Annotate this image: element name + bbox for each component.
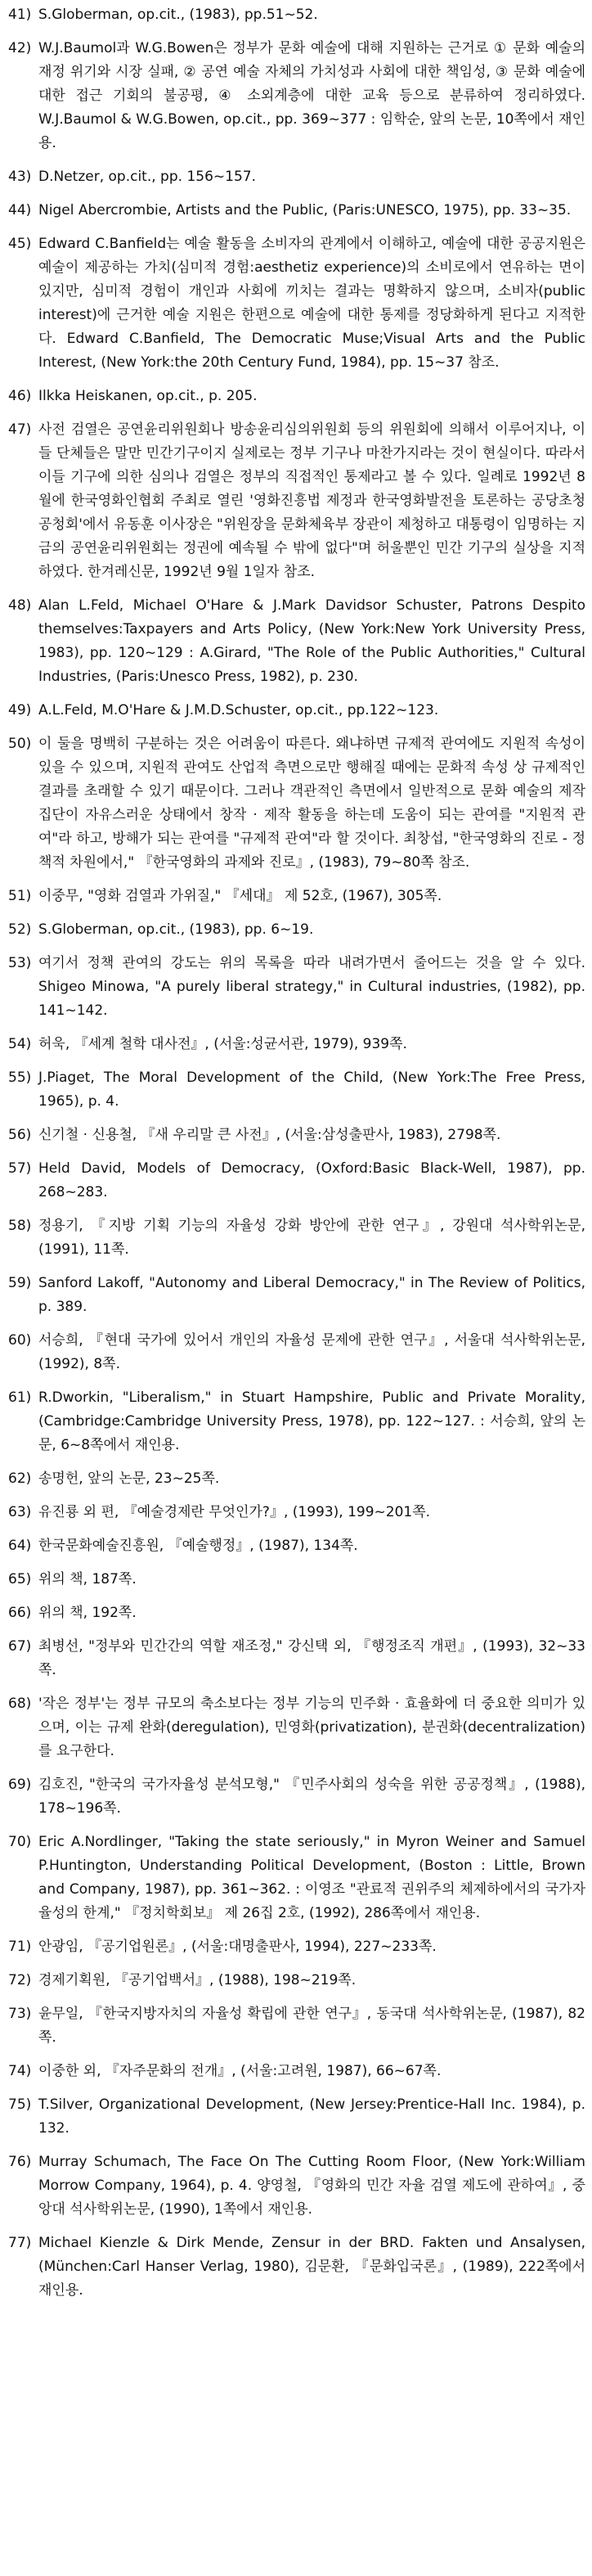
footnote-number: 70) <box>8 1834 32 1850</box>
footnote-number: 50) <box>8 736 32 752</box>
footnote-text: Nigel Abercrombie, Artists and the Public, (Paris:UNESCO, 1975), pp. 33~35. <box>38 202 572 218</box>
footnote-item <box>8 918 585 942</box>
footnote-text: S.Globerman, op.cit., (1983), pp.51~52. <box>38 7 318 23</box>
footnote-number: 41) <box>8 7 32 23</box>
footnote-item <box>8 1601 585 1625</box>
footnote-number: 65) <box>8 1571 32 1587</box>
footnote-number: 43) <box>8 169 32 185</box>
footnote-number: 71) <box>8 1939 32 1955</box>
footnote-item <box>8 1033 585 1056</box>
footnote-item <box>8 1329 585 1376</box>
footnote-text: 사전 검열은 공연윤리위원회나 방송윤리심의위원회 등의 위원회에 의해서 이루어지나, 이들 단체들은 말만 민간기구이지 실제로는 정부 기구나 마찬가지라는 것이 현실이다. 따라서 이들 기구에 의한 심의나 검열은 정부의 직접적인 통제라고 볼 수 있다. 일례로 1992년 8월에 한국영화인협회 주최로 열린 '영화진흥법 제정과 한국영화발전을 토론하는 공당초청 공청회'에서 유동훈 이사장은 "위원장을 문화체육부 장관이 제청하고 대통령이 임명하는 지금의 공연윤리위원회는 정권에 예속될 수 밖에 없다"며 허울뿐인 민간 기구의 실상을 지적하였다. 한겨레신문, 1992년 9월 1일자 참조. <box>38 421 585 580</box>
footnote-number: 49) <box>8 702 32 718</box>
footnote-text: 정용기, 『지방 기획 기능의 자율성 강화 방안에 관한 연구』, 강원대 석사학위논문, (1991), 11쪽. <box>38 1218 585 1258</box>
footnote-text: 경제기획원, 『공기업백서』, (1988), 198~219쪽. <box>38 1972 357 1988</box>
footnote-text: 송명헌, 앞의 논문, 23~25쪽. <box>38 1470 220 1487</box>
footnote-number: 54) <box>8 1036 32 1052</box>
footnote-item <box>8 1467 585 1491</box>
footnote-number: 75) <box>8 2096 32 2113</box>
footnote-item <box>8 885 585 908</box>
footnote-item <box>8 594 585 689</box>
footnote-number: 55) <box>8 1070 32 1086</box>
footnote-number: 76) <box>8 2154 32 2170</box>
footnote-text: 윤무일, 『한국지방자치의 자율성 확립에 관한 연구』, 동국대 석사학위논문, (1987), 82쪽. <box>38 2006 585 2046</box>
footnote-number: 77) <box>8 2235 32 2251</box>
footnote-text: Murray Schumach, The Face On The Cutting Room Floor, (New York:William Morrow Company, 1964), p. 4. 양영철, 『영화의 민간 자율 검열 제도에 관하여』, 중앙대 석사학위논문, (1990), 1쪽에서 재인용. <box>38 2154 585 2218</box>
footnote-item <box>8 732 585 875</box>
footnote-item <box>8 1635 585 1682</box>
footnote-text: 허욱, 『세계 철학 대사전』, (서울:성균서관, 1979), 939쪽. <box>38 1036 407 1052</box>
footnote-number: 42) <box>8 40 32 56</box>
footnote-text: Ilkka Heiskanen, op.cit., p. 205. <box>38 388 258 404</box>
footnote-text: Edward C.Banfield는 예술 활동을 소비자의 관계에서 이해하고, 예술에 대한 공공지원은 예술이 제공하는 가치(심미적 경험:aesthetiz experience)의 소비로에서 연유하는 면이 있지만, 심미적 경험이 개인과 사회에 끼치는 결과는 명확하지 않으며, 소비자(public interest)에 근거한 예술 지원은 한편으로 예술에 대한 통제를 정당화하게 된다고 지적한다. Edward C.Banfield, The Democratic Muse;Visual Arts and the Public Interest, (New York:the 20th Century Fund, 1984), pp. 15~37 참조. <box>38 236 585 371</box>
footnote-item <box>8 232 585 375</box>
footnote-item <box>8 1272 585 1319</box>
footnote-number: 61) <box>8 1389 32 1406</box>
footnote-item <box>8 199 585 223</box>
footnote-item <box>8 165 585 189</box>
footnote-text: 여기서 정책 관여의 강도는 위의 목록을 따라 내려가면서 줄어드는 것을 알 수 있다. Shigeo Minowa, "A purely liberal strategy," in Cultural industries, (1982), pp. 141~142. <box>38 955 585 1019</box>
footnote-item <box>8 1935 585 1959</box>
footnote-text: 이 둘을 명백히 구분하는 것은 어려움이 따른다. 왜냐하면 규제적 관여에도 지원적 속성이 있을 수 있으며, 지원적 관여도 산업적 측면으로만 행해질 때에는 문화적 속성 상 규제적인 결과를 초래할 수 있기 때문이다. 그러나 객관적인 측면에서 일반적으로 문화 예술의 제작 집단이 자유스러운 상태에서 창작 · 제작 활동을 하는데 도움이 되는 관여를 "지원적 관여"라 하고, 방해가 되는 관여를 "규제적 관여"라 할 것이다. 최창섭, "한국영화의 진로 - 정책적 차원에서," 『한국영화의 과제와 진로』, (1983), 79~80쪽 참조. <box>38 736 585 871</box>
footnote-text: 서승희, 『현대 국가에 있어서 개인의 자율성 문제에 관한 연구』, 서울대 석사학위논문, (1992), 8쪽. <box>38 1332 585 1372</box>
footnote-number: 47) <box>8 421 32 438</box>
footnote-number: 69) <box>8 1777 32 1793</box>
footnote-item <box>8 952 585 1023</box>
footnote-text: J.Piaget, The Moral Development of the Child, (New York:The Free Press, 1965), p. 4. <box>38 1070 585 1110</box>
footnote-number: 48) <box>8 597 32 614</box>
footnote-item <box>8 1534 585 1558</box>
footnote-item <box>8 1773 585 1821</box>
footnote-text: 최병선, "정부와 민간간의 역할 재조정," 강신택 외, 『행정조직 개편』, (1993), 32~33쪽. <box>38 1638 585 1678</box>
footnote-item <box>8 1214 585 1262</box>
footnote-number: 46) <box>8 388 32 404</box>
footnote-number: 52) <box>8 921 32 938</box>
footnote-item <box>8 699 585 723</box>
footnote-item <box>8 2231 585 2303</box>
footnote-number: 62) <box>8 1470 32 1487</box>
footnote-item <box>8 2002 585 2050</box>
footnote-number: 51) <box>8 888 32 904</box>
footnote-number: 60) <box>8 1332 32 1349</box>
footnote-text: Sanford Lakoff, "Autonomy and Liberal Democracy," in The Review of Politics, p. 389. <box>38 1275 585 1315</box>
footnote-item <box>8 2093 585 2141</box>
footnote-text: D.Netzer, op.cit., pp. 156~157. <box>38 169 256 185</box>
footnote-item <box>8 2060 585 2083</box>
footnote-item <box>8 385 585 408</box>
footnote-number: 66) <box>8 1605 32 1621</box>
footnote-text: 한국문화예술진흥원, 『예술행정』, (1987), 134쪽. <box>38 1538 358 1554</box>
footnote-text: 이중한 외, 『자주문화의 전개』, (서울:고려원, 1987), 66~67쪽. <box>38 2063 442 2079</box>
footnote-number: 73) <box>8 2006 32 2022</box>
footnote-item <box>8 418 585 584</box>
footnote-item <box>8 2150 585 2222</box>
footnote-item <box>8 3 585 27</box>
footnote-text: A.L.Feld, M.O'Hare & J.M.D.Schuster, op.cit., pp.122~123. <box>38 702 439 718</box>
footnote-text: 김호진, "한국의 국가자율성 분석모형," 『민주사회의 성숙을 위한 공공정책』, (1988), 178~196쪽. <box>38 1777 585 1817</box>
footnote-text: R.Dworkin, "Liberalism," in Stuart Hampshire, Public and Private Morality, (Cambridge:Cambridge University Press, 1978), pp. 122~127. : 서승희, 앞의 논문, 6~8쪽에서 재인용. <box>38 1389 585 1453</box>
footnote-number: 67) <box>8 1638 32 1655</box>
footnote-list <box>8 3 585 2303</box>
footnote-text: 신기철 · 신용철, 『새 우리말 큰 사전』, (서울:삼성출판사, 1983), 2798쪽. <box>38 1127 501 1143</box>
footnote-item <box>8 1692 585 1763</box>
footnote-text: W.J.Baumol과 W.G.Bowen은 정부가 문화 예술에 대해 지원하는 근거로 ① 문화 예술의 재정 위기와 시장 실패, ② 공연 예술 자체의 가치성과 사회에 대한 책임성, ③ 문화 예술에 대한 접근 기회의 불공평, ④ 소외계층에 대한 교육 등으로 분류하여 정리하였다. W.J.Baumol & W.G.Bowen, op.cit., pp. 369~377 : 임학순, 앞의 논문, 10쪽에서 재인용. <box>38 40 585 151</box>
footnote-text: Michael Kienzle & Dirk Mende, Zensur in der BRD. Fakten und Ansalysen, (München:Carl Hanser Verlag, 1980), 김문환, 『문화입국론』, (1989), 222쪽에서 재인용. <box>38 2235 585 2299</box>
footnote-item <box>8 1066 585 1114</box>
footnote-number: 57) <box>8 1160 32 1177</box>
footnote-item <box>8 37 585 155</box>
footnote-item <box>8 1568 585 1592</box>
footnote-text: 이중무, "영화 검열과 가위질," 『세대』 제 52호, (1967), 305쪽. <box>38 888 442 904</box>
footnote-item <box>8 1124 585 1147</box>
footnote-text: S.Globerman, op.cit., (1983), pp. 6~19. <box>38 921 314 938</box>
footnote-number: 45) <box>8 236 32 252</box>
footnote-item <box>8 1831 585 1925</box>
footnote-text: 위의 책, 187쪽. <box>38 1571 137 1587</box>
footnote-text: Alan L.Feld, Michael O'Hare & J.Mark Davidsor Schuster, Patrons Despito themselves:Taxpayers and Arts Policy, (New York:New York University Press, 1983), pp. 120~129 : A.Girard, "The Role of the Public Authorities," Cultural Industries, (Paris:Unesco Press, 1982), p. 230. <box>38 597 585 685</box>
footnote-item <box>8 1501 585 1524</box>
footnote-item <box>8 1386 585 1457</box>
footnote-number: 63) <box>8 1504 32 1520</box>
footnote-text: Eric A.Nordlinger, "Taking the state seriously," in Myron Weiner and Samuel P.Huntington, Understanding Political Development, (Boston : Little, Brown and Company, 1987), pp. 361~362. : 이영조 "관료적 권위주의 체제하에서의 국가자율성의 한계," 『정치학회보』 제 26집 2호, (1992), 286쪽에서 재인용. <box>38 1834 585 1921</box>
footnote-text: Held David, Models of Democracy, (Oxford:Basic Black-Well, 1987), pp. 268~283. <box>38 1160 585 1200</box>
footnote-number: 59) <box>8 1275 32 1291</box>
footnote-number: 44) <box>8 202 32 218</box>
footnote-number: 64) <box>8 1538 32 1554</box>
footnote-number: 68) <box>8 1696 32 1712</box>
footnote-text: 유진룡 외 편, 『예술경제란 무엇인가?』, (1993), 199~201쪽. <box>38 1504 431 1520</box>
footnote-item <box>8 1157 585 1205</box>
footnote-number: 53) <box>8 955 32 971</box>
footnote-text: 안광임, 『공기업원론』, (서울:대명출판사, 1994), 227~233쪽. <box>38 1939 437 1955</box>
footnote-number: 72) <box>8 1972 32 1988</box>
footnote-number: 56) <box>8 1127 32 1143</box>
footnote-text: T.Silver, Organizational Development, (New Jersey:Prentice-Hall Inc. 1984), p. 132. <box>38 2096 585 2137</box>
footnote-item <box>8 1969 585 1993</box>
footnote-number: 74) <box>8 2063 32 2079</box>
footnote-number: 58) <box>8 1218 32 1234</box>
footnote-text: '작은 정부'는 정부 규모의 축소보다는 정부 기능의 민주화 · 효율화에 더 중요한 의미가 있으며, 이는 규제 완화(deregulation), 민영화(privatization), 분권화(decentralization)를 요구한다. <box>38 1696 585 1759</box>
footnote-text: 위의 책, 192쪽. <box>38 1605 137 1621</box>
